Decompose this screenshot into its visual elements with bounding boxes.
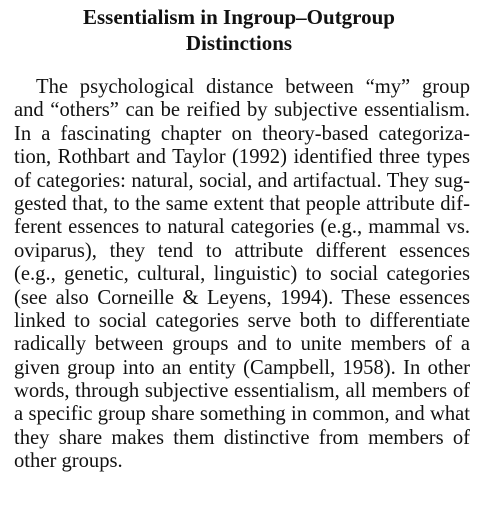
paragraph-line: ferent essences to natural categories (e.g., mammal vs.: [14, 216, 470, 239]
paragraph-line: of categories: natural, social, and artifactual. They sug-: [14, 169, 470, 192]
paragraph-line: In a fascinating chapter on theory-based categoriza-: [14, 122, 470, 145]
paragraph-line: oviparus), they tend to attribute different essences: [14, 239, 470, 262]
paragraph-line: words, through subjective essentialism, all members of: [14, 380, 470, 403]
body-paragraph: [14, 76, 470, 474]
paragraph-line: The psychological distance between “my” group: [36, 76, 470, 98]
paragraph-line: and “others” can be reified by subjective essentialism.: [14, 99, 470, 122]
paragraph-line: tion, Rothbart and Taylor (1992) identified three types: [14, 146, 470, 169]
paragraph-line: a specific group share something in common, and what: [14, 403, 470, 426]
paragraph-line: other groups.: [14, 450, 123, 473]
paragraph-line: gested that, to the same extent that people attribute dif-: [14, 192, 470, 215]
paragraph-line: given group into an entity (Campbell, 1958). In other: [14, 356, 470, 379]
section-heading: [0, 4, 478, 56]
paragraph-line: (e.g., genetic, cultural, linguistic) to social categories: [14, 263, 470, 286]
paragraph-line: radically between groups and to unite members of a: [14, 333, 470, 356]
section-heading-line-2: Distinctions: [185, 31, 293, 55]
section-heading-line-1: Essentialism in Ingroup–Outgroup: [83, 5, 395, 29]
paragraph-line: they share makes them distinctive from members of: [14, 426, 470, 449]
paragraph-line: linked to social categories serve both to differentiate: [14, 309, 470, 332]
paragraph-line: (see also Corneille & Leyens, 1994). These essences: [14, 286, 470, 309]
